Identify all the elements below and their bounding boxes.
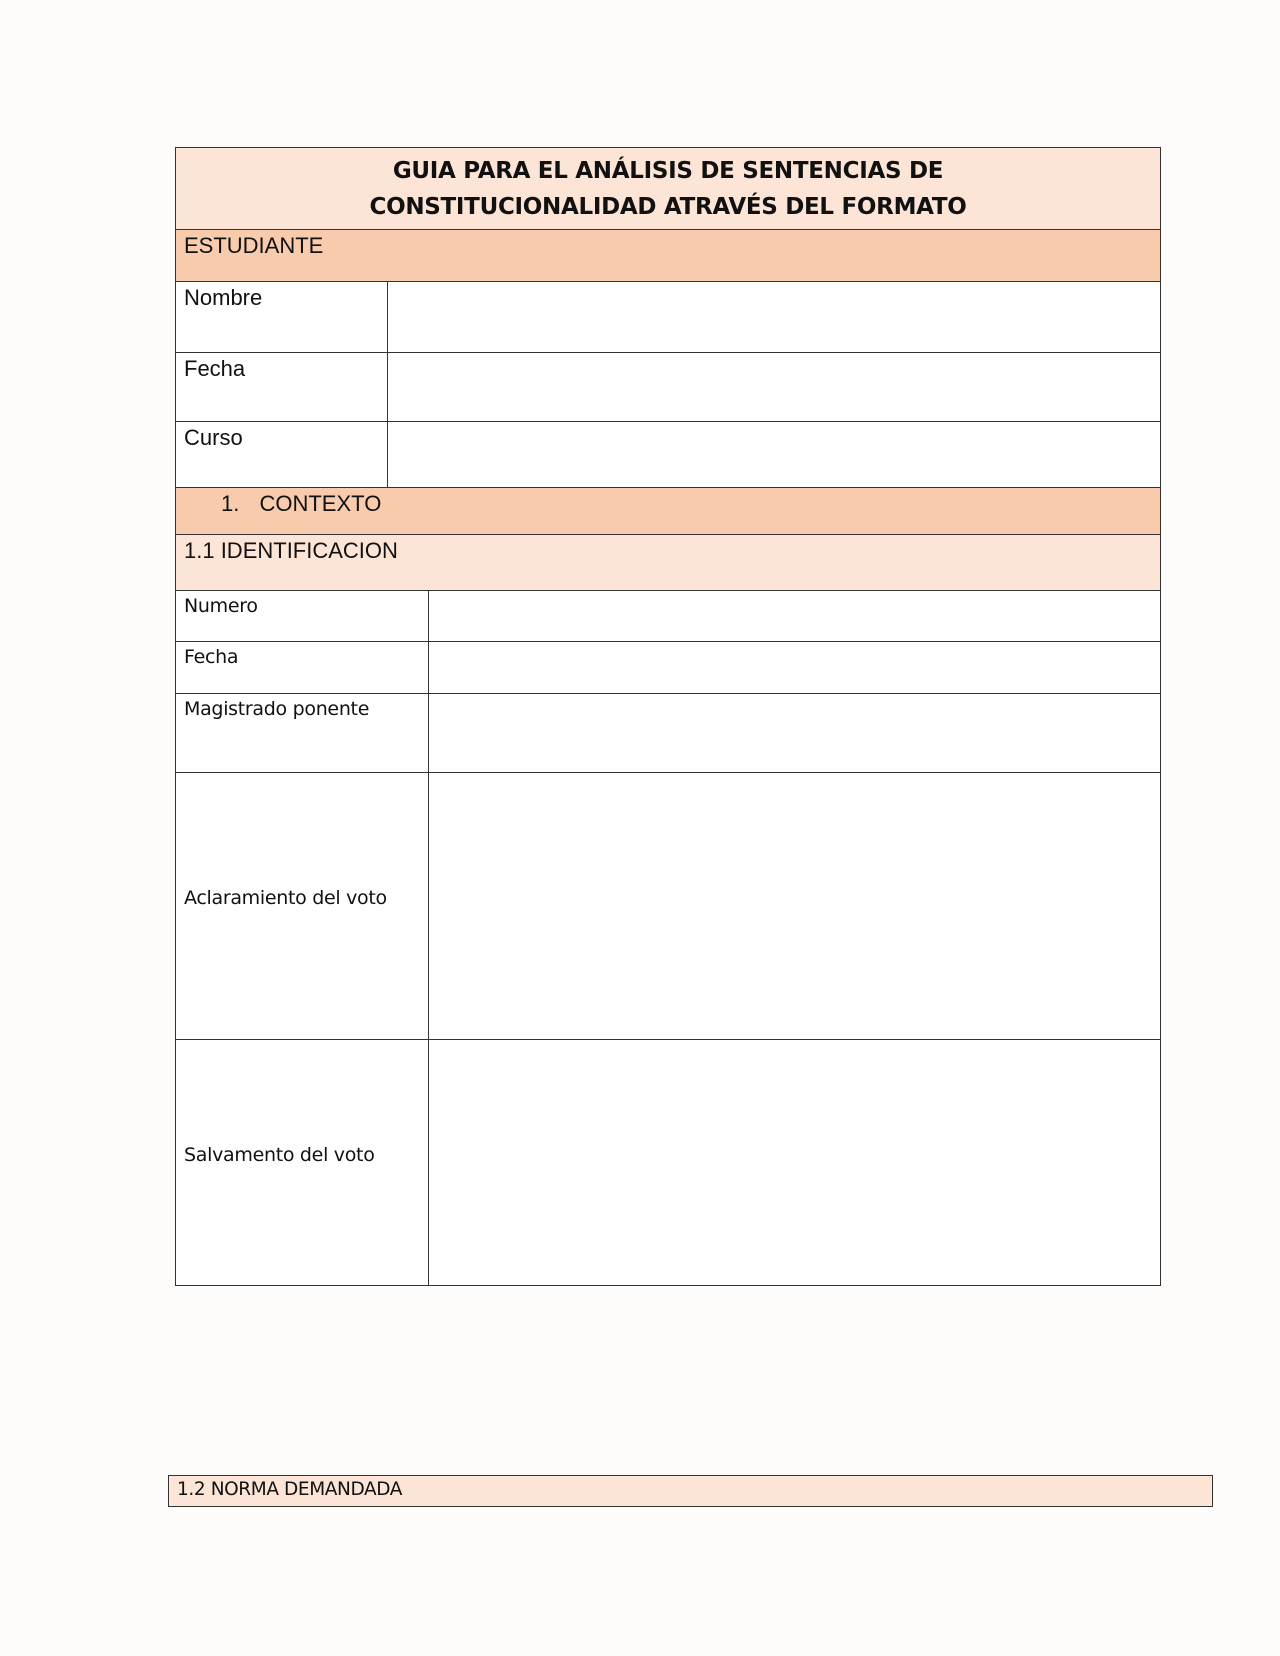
sentence-date-label-cell: [175, 641, 429, 694]
student-date-label: Fecha: [184, 356, 246, 381]
student-section-heading: [175, 229, 1161, 282]
magistrate-label-cell: [175, 693, 429, 773]
magistrate-label: Magistrado ponente: [184, 698, 370, 720]
student-date-label-cell: [175, 352, 388, 422]
student-name-label-cell: [175, 281, 388, 353]
student-heading-text: ESTUDIANTE: [184, 233, 324, 258]
student-course-label-cell: [175, 421, 388, 488]
vote-dissent-field[interactable]: [428, 1039, 1161, 1286]
vote-clarification-label: Aclaramiento del voto: [184, 887, 387, 909]
context-number: 1.: [221, 491, 240, 516]
vote-clarification-label-cell: [175, 772, 429, 1040]
sentence-number-label: Numero: [184, 595, 258, 617]
context-heading-text: CONTEXTO: [259, 491, 382, 516]
identification-heading: [175, 534, 1161, 591]
sentence-date-field[interactable]: [428, 641, 1161, 694]
sentence-number-label-cell: [175, 590, 429, 642]
student-date-field[interactable]: [387, 352, 1161, 422]
document-title-line-1: GUIA PARA EL ANÁLISIS DE SENTENCIAS DE: [392, 157, 944, 184]
magistrate-field[interactable]: [428, 693, 1161, 773]
sentence-number-field[interactable]: [428, 590, 1161, 642]
vote-dissent-label: Salvamento del voto: [184, 1143, 375, 1166]
vote-dissent-label-cell: [175, 1039, 429, 1286]
norma-demandada-text: 1.2 NORMA DEMANDADA: [177, 1479, 402, 1500]
sentence-date-label: Fecha: [184, 646, 239, 668]
student-course-field[interactable]: [387, 421, 1161, 488]
student-name-field[interactable]: [387, 281, 1161, 353]
vote-clarification-field[interactable]: [428, 772, 1161, 1040]
identification-heading-text: 1.1 IDENTIFICACION: [184, 538, 398, 563]
norma-demandada-heading: [168, 1475, 1213, 1507]
document-title-line-2: CONSTITUCIONALIDAD ATRAVÉS DEL FORMATO: [369, 193, 967, 220]
context-section-heading: [175, 487, 1161, 535]
student-course-label: Curso: [184, 425, 243, 450]
student-name-label: Nombre: [184, 285, 263, 310]
document-title: [175, 147, 1161, 230]
